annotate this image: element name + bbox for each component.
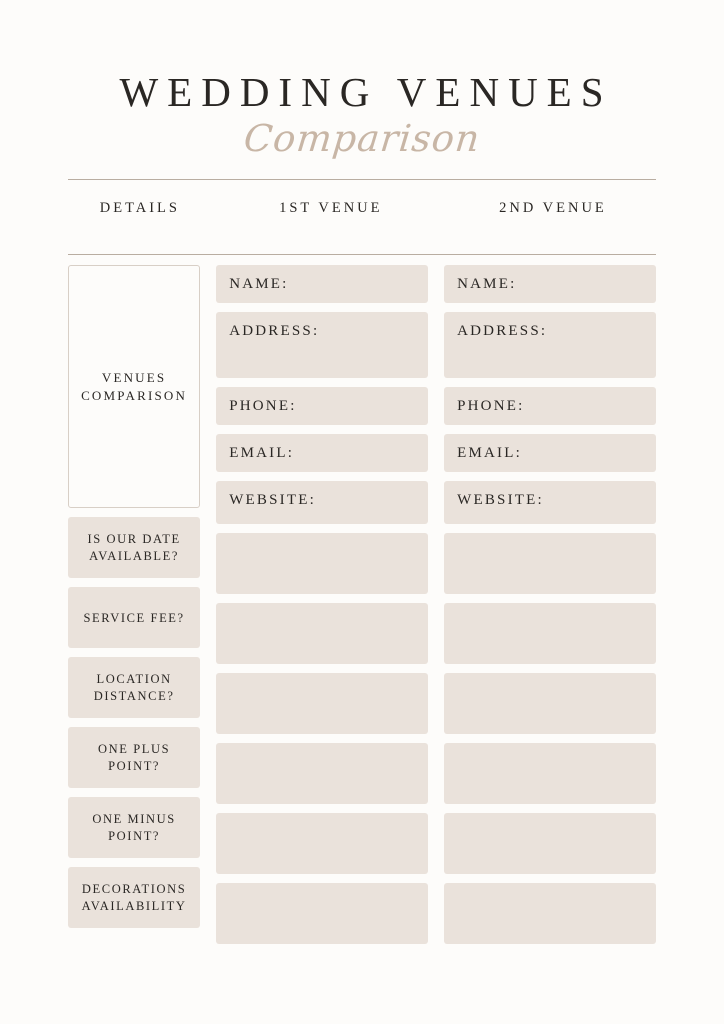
venue-1-answer-decorations-availability[interactable] bbox=[216, 883, 428, 944]
venue-2-answer-date-available[interactable] bbox=[444, 533, 656, 594]
venue-1-answer-date-available[interactable] bbox=[216, 533, 428, 594]
column-heading-venue-1: 1ST VENUE bbox=[279, 199, 383, 216]
venue-2-answer-one-plus-point[interactable] bbox=[444, 743, 656, 804]
venue-2-answer-one-minus-point[interactable] bbox=[444, 813, 656, 874]
page-title: WEDDING VENUES bbox=[119, 69, 613, 115]
venue-2-email-field[interactable]: EMAIL: bbox=[444, 434, 656, 472]
row-label-location-distance: LOCATION DISTANCE? bbox=[68, 657, 200, 718]
venue-1-column bbox=[216, 265, 428, 953]
venue-2-website-field[interactable]: WEBSITE: bbox=[444, 481, 656, 524]
venue-1-phone-field[interactable]: PHONE: bbox=[216, 387, 428, 425]
column-headings bbox=[68, 180, 656, 236]
venue-2-column bbox=[444, 265, 656, 953]
venue-1-website-field[interactable]: WEBSITE: bbox=[216, 481, 428, 524]
venue-1-email-field[interactable]: EMAIL: bbox=[216, 434, 428, 472]
venue-1-answer-one-minus-point[interactable] bbox=[216, 813, 428, 874]
venue-2-answer-location-distance[interactable] bbox=[444, 673, 656, 734]
row-label-one-plus-point: ONE PLUS POINT? bbox=[68, 727, 200, 788]
details-column bbox=[68, 265, 200, 953]
row-label-one-minus-point: ONE MINUS POINT? bbox=[68, 797, 200, 858]
comparison-grid bbox=[68, 265, 656, 953]
venue-1-answer-service-fee[interactable] bbox=[216, 603, 428, 664]
venue-2-answer-service-fee[interactable] bbox=[444, 603, 656, 664]
venue-2-answer-decorations-availability[interactable] bbox=[444, 883, 656, 944]
venue-1-answer-one-plus-point[interactable] bbox=[216, 743, 428, 804]
column-heading-venue-2: 2ND VENUE bbox=[499, 199, 607, 216]
row-label-decorations-availability: DECORATIONS AVAILABILITY bbox=[68, 867, 200, 928]
venue-2-phone-field[interactable]: PHONE: bbox=[444, 387, 656, 425]
venue-1-answer-location-distance[interactable] bbox=[216, 673, 428, 734]
venue-2-address-field[interactable]: ADDRESS: bbox=[444, 312, 656, 378]
page-subtitle: Comparison bbox=[241, 117, 483, 161]
venue-1-address-field[interactable]: ADDRESS: bbox=[216, 312, 428, 378]
column-heading-details: DETAILS bbox=[99, 199, 180, 216]
venues-comparison-label: VENUES COMPARISON bbox=[68, 265, 200, 508]
venue-2-name-field[interactable]: NAME: bbox=[444, 265, 656, 303]
row-label-service-fee: SERVICE FEE? bbox=[68, 587, 200, 648]
venue-1-name-field[interactable]: NAME: bbox=[216, 265, 428, 303]
headings-divider bbox=[68, 254, 656, 255]
row-label-date-available: IS OUR DATE AVAILABLE? bbox=[68, 517, 200, 578]
page-header bbox=[68, 0, 656, 161]
